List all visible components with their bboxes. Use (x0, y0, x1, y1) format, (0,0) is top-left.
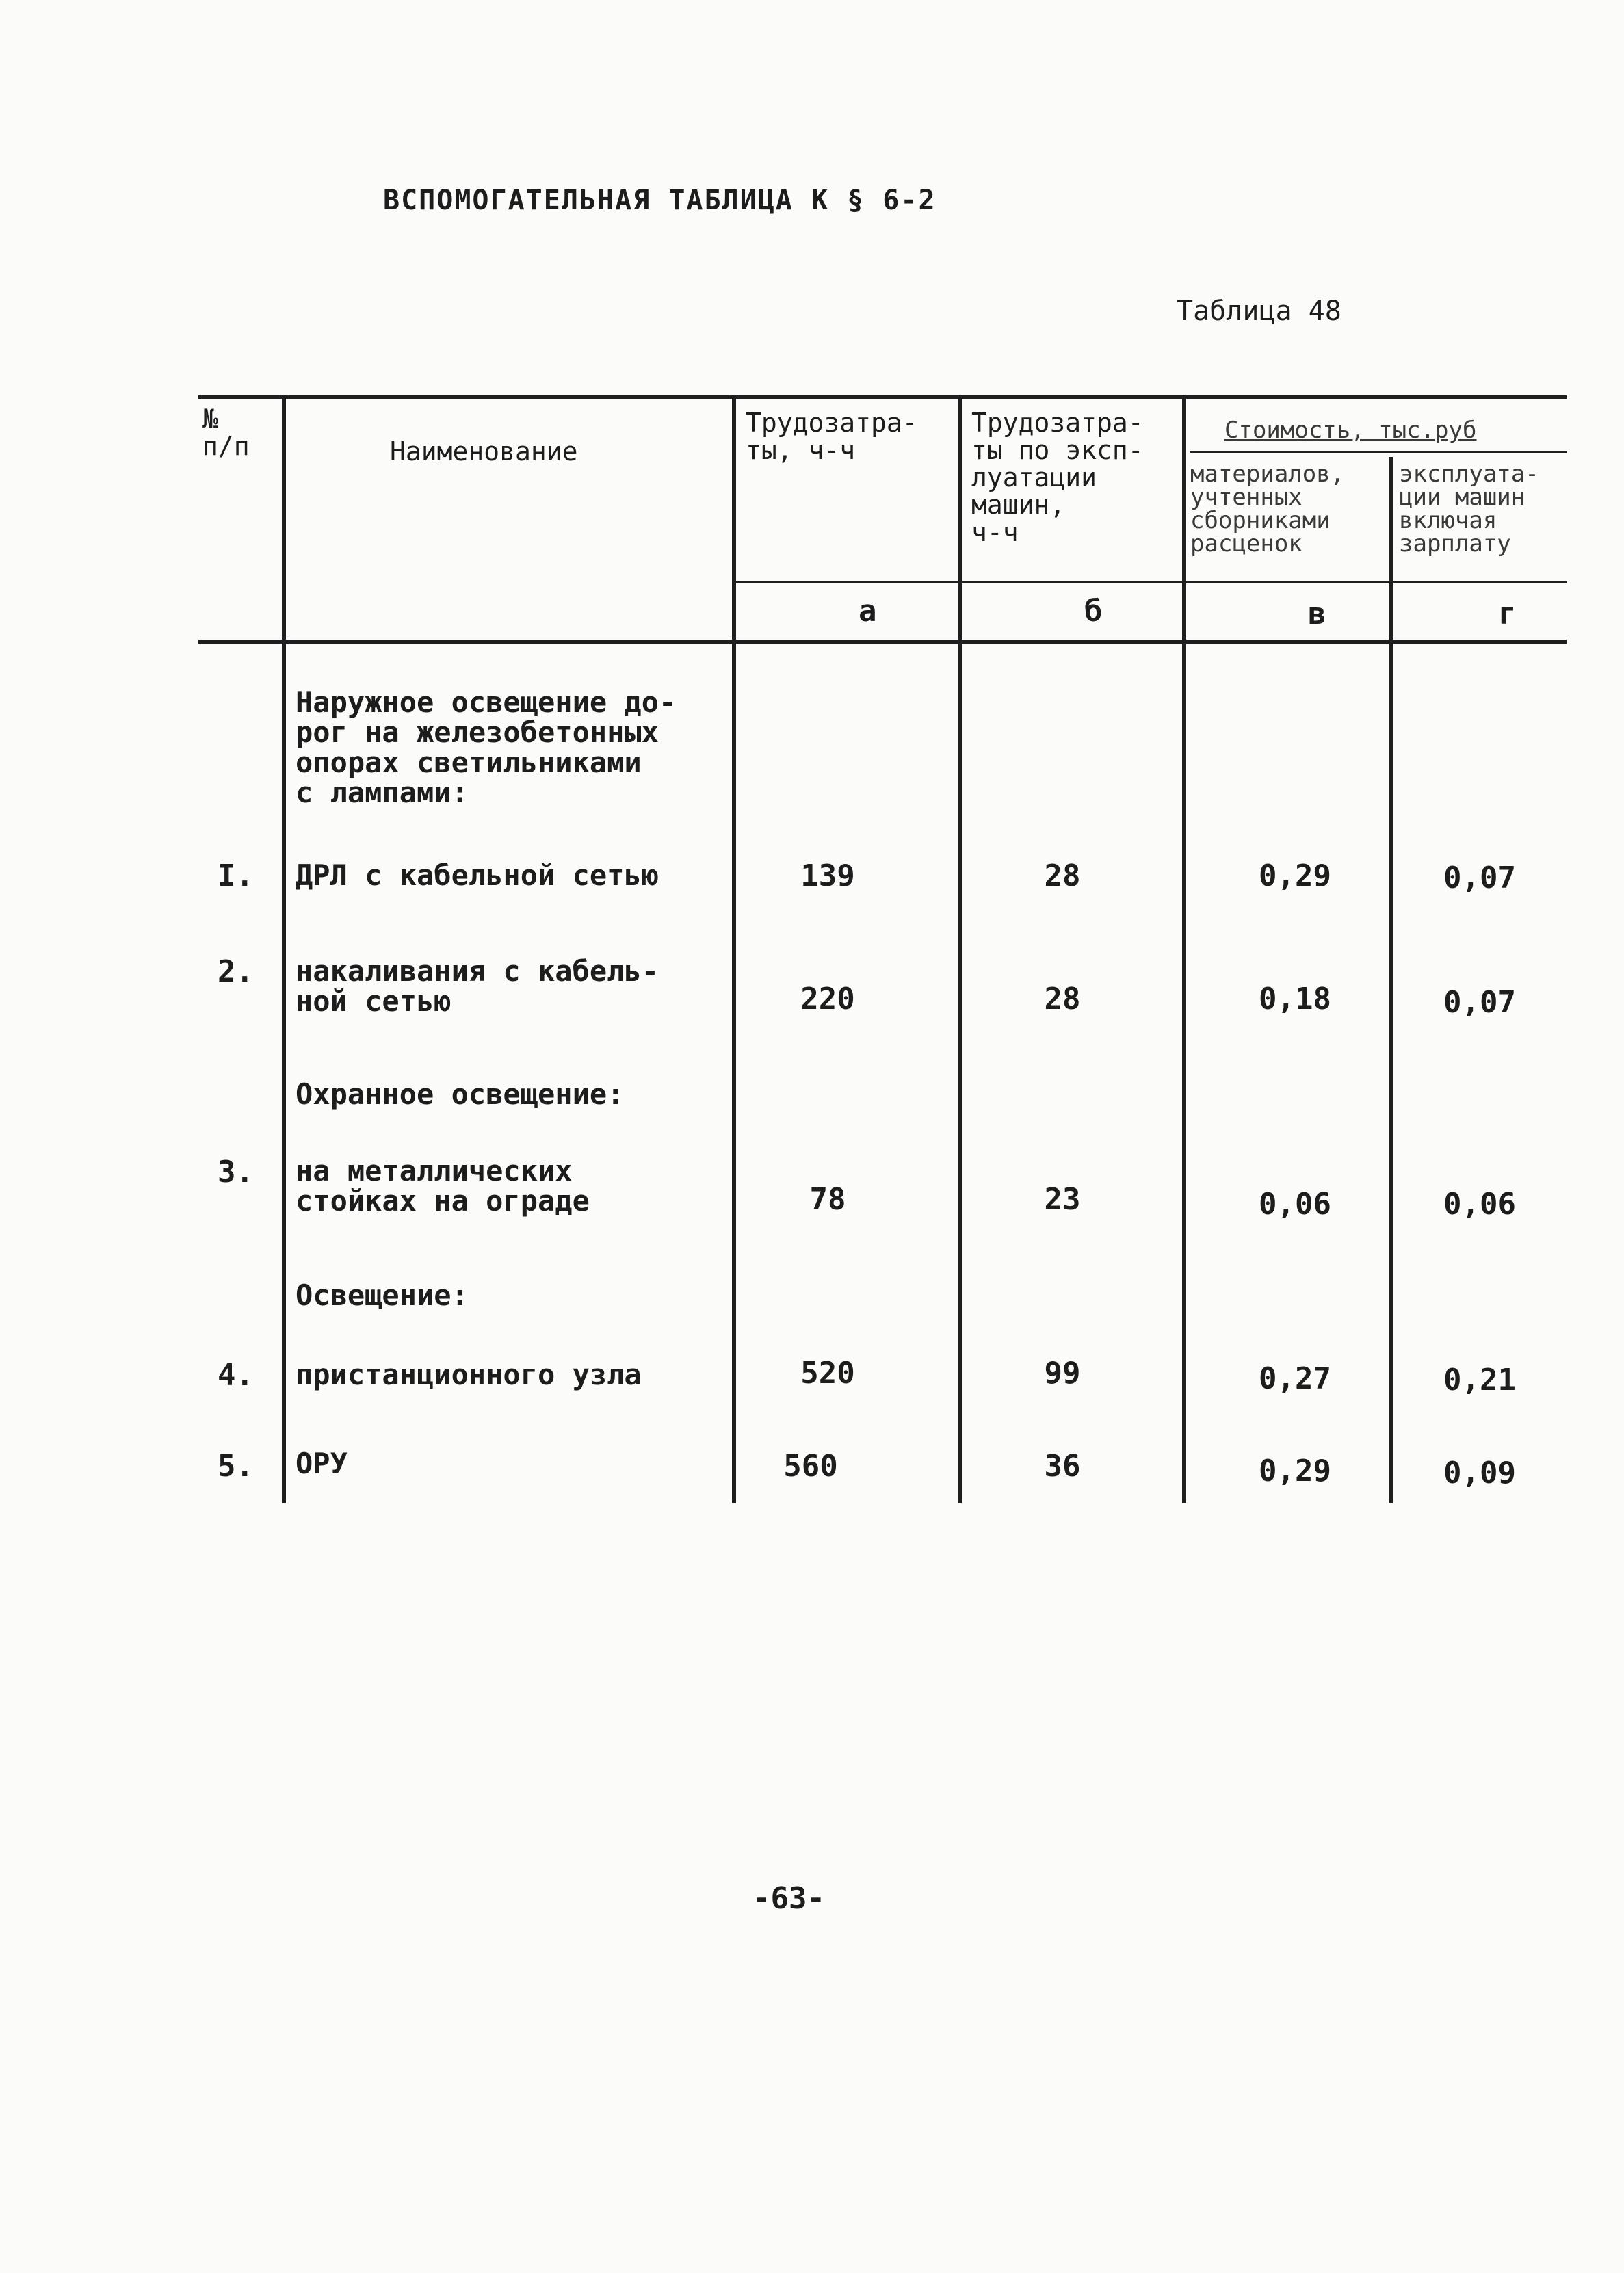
row-1-g: 0,07 (1443, 860, 1516, 895)
row-5-b: 36 (1044, 1449, 1081, 1484)
header-sub-rule (732, 581, 1567, 583)
col-divider-4 (1182, 395, 1186, 1503)
row-1-b: 28 (1044, 858, 1081, 893)
row-3-b: 23 (1044, 1182, 1081, 1217)
row-4-a: 520 (800, 1356, 855, 1391)
col-letter-a: а (859, 594, 877, 629)
col-letter-b: б (1084, 594, 1103, 629)
row-5-v: 0,29 (1259, 1454, 1331, 1488)
row-2-name: накаливания с кабель- ной сетью (296, 954, 659, 1018)
table-number: Таблица 48 (1177, 295, 1341, 327)
row-1-v: 0,29 (1259, 858, 1331, 893)
col-letter-g: г (1498, 596, 1517, 631)
row-2-a: 220 (800, 982, 855, 1016)
row-3-v: 0,06 (1259, 1187, 1331, 1222)
row-2-b: 28 (1044, 982, 1081, 1016)
row-4-name: пристанционного узла (296, 1358, 642, 1391)
row-3-g: 0,06 (1443, 1187, 1516, 1222)
row-4-b: 99 (1044, 1356, 1081, 1391)
row-5-name: ОРУ (296, 1447, 348, 1480)
section-security-lighting: Охранное освещение: (296, 1077, 625, 1111)
col-header-name: Наименование (390, 436, 578, 467)
page-number: -63- (752, 1881, 825, 1916)
row-4-g: 0,21 (1443, 1363, 1516, 1397)
section-outdoor-lighting: Наружное освещение до- рог на железобетонных опорах светильниками с лампами: (296, 685, 677, 809)
row-3-a: 78 (809, 1182, 846, 1217)
row-5-g: 0,09 (1443, 1456, 1516, 1490)
row-5-a: 560 (783, 1449, 838, 1484)
col-header-materials: материалов, учтенных сборниками расценок (1190, 460, 1345, 557)
row-5-num: 5. (218, 1449, 254, 1484)
header-bottom-rule (198, 640, 1567, 644)
row-1-num: I. (218, 858, 254, 893)
col-header-labor: Трудозатра- ты, ч-ч (746, 408, 918, 465)
page-title: ВСПОМОГАТЕЛЬНАЯ ТАБЛИЦА К § 6-2 (383, 185, 937, 216)
table-top-rule (198, 395, 1567, 399)
col-header-cost: Стоимость, тыс.руб (1224, 417, 1477, 444)
cost-group-rule (1190, 451, 1567, 453)
section-lighting: Освещение: (296, 1278, 469, 1312)
col-divider-5 (1389, 457, 1393, 1503)
row-2-num: 2. (218, 954, 254, 989)
col-divider-1 (282, 395, 286, 1503)
col-header-exploitation: эксплуата- ции машин включая зарплату (1399, 460, 1539, 557)
row-3-name: на металлических стойках на ограде (296, 1154, 590, 1218)
col-header-labor-machines: Трудозатра- ты по эксп- луатации машин, ч-ч (971, 408, 1144, 547)
col-header-num: № п/п (202, 404, 250, 461)
row-1-name: ДРЛ с кабельной сетью (296, 858, 659, 892)
row-1-a: 139 (800, 858, 855, 893)
col-letter-v: в (1308, 596, 1326, 631)
row-2-g: 0,07 (1443, 985, 1516, 1020)
col-divider-3 (958, 395, 962, 1503)
col-divider-2 (732, 395, 736, 1503)
row-4-num: 4. (218, 1358, 254, 1393)
row-4-v: 0,27 (1259, 1361, 1331, 1396)
row-3-num: 3. (218, 1155, 254, 1190)
row-2-v: 0,18 (1259, 982, 1331, 1016)
